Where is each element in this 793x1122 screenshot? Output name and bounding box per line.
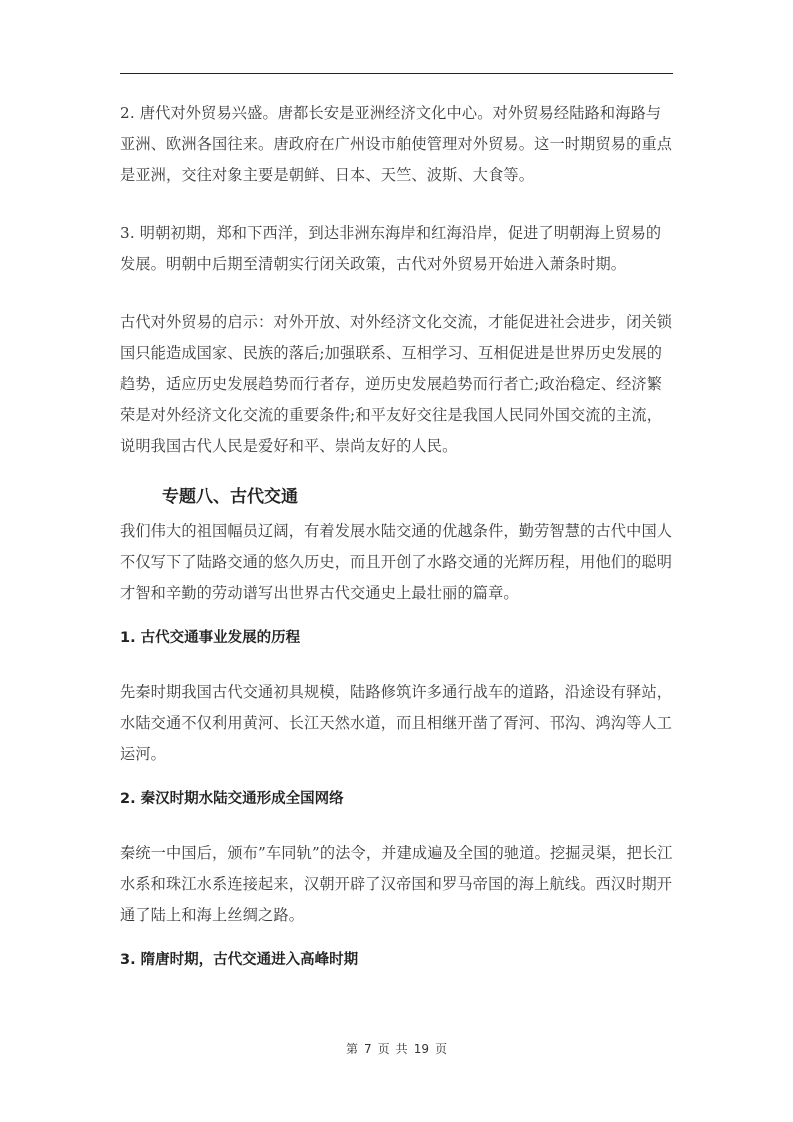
footer-total-pages: 19 — [413, 1042, 429, 1056]
footer-prefix: 第 — [346, 1042, 359, 1056]
header-rule — [120, 73, 673, 74]
footer-page-word: 页 — [377, 1042, 390, 1056]
section-title: 专题八、古代交通 — [162, 487, 298, 507]
footer-suffix: 页 — [434, 1042, 447, 1056]
section-intro: 我们伟大的祖国幅员辽阔，有着发展水陆交通的优越条件，勤劳智慧的古代中国人不仅写下了陆路交通的悠久历史，而且开创了水路交通的光辉历程，用他们的聪明才智和辛勤的劳动谱写出世界古代交通史上最壮丽的篇章。 — [120, 522, 673, 602]
page-footer — [0, 1040, 793, 1057]
paragraph-tang-trade: 2. 唐代对外贸易兴盛。唐都长安是亚洲经济文化中心。对外贸易经陆路和海路与亚洲、欧洲各国往来。唐政府在广州设市舶使管理对外贸易。这一时期贸易的重点是亚洲，交往对象主要是朝鲜、日本、天竺、波斯、大食等。 — [120, 104, 673, 184]
subsection-heading-2: 2. 秦汉时期水陆交通形成全国网络 — [120, 791, 344, 807]
paragraph-trade-lessons: 古代对外贸易的启示：对外开放、对外经济文化交流，才能促进社会进步，闭关锁国只能造成国家、民族的落后;加强联系、互相学习、互相促进是世界历史发展的趋势，适应历史发展趋势而行者存，逆历史发展趋势而行者亡;政治稳定、经济繁荣是对外经济文化交流的重要条件;和平友好交往是我国人民同外国交流的主流，说明我国古代人民是爱好和平、崇尚友好的人民。 — [120, 313, 673, 455]
paragraph-ming-trade: 3. 明朝初期，郑和下西洋，到达非洲东海岸和红海沿岸，促进了明朝海上贸易的发展。明朝中后期至清朝实行闭关政策，古代对外贸易开始进入萧条时期。 — [120, 224, 662, 273]
footer-current-page: 7 — [364, 1042, 372, 1056]
subsection-heading-1: 1. 古代交通事业发展的历程 — [120, 630, 301, 646]
subsection-body-1: 先秦时期我国古代交通初具规模，陆路修筑许多通行战车的道路，沿途设有驿站，水陆交通不仅利用黄河、长江天然水道，而且相继开凿了胥河、邗沟、鸿沟等人工运河。 — [120, 683, 673, 763]
page-content — [120, 98, 676, 975]
subsection-body-2: 秦统一中国后，颁布”车同轨”的法令，并建成遍及全国的驰道。挖掘灵渠，把长江水系和珠江水系连接起来，汉朝开辟了汉帝国和罗马帝国的海上航线。西汉时期开通了陆上和海上丝绸之路。 — [120, 844, 673, 924]
footer-total-word: 共 — [395, 1042, 408, 1056]
subsection-heading-3: 3. 隋唐时期，古代交通进入高峰时期 — [120, 952, 359, 968]
